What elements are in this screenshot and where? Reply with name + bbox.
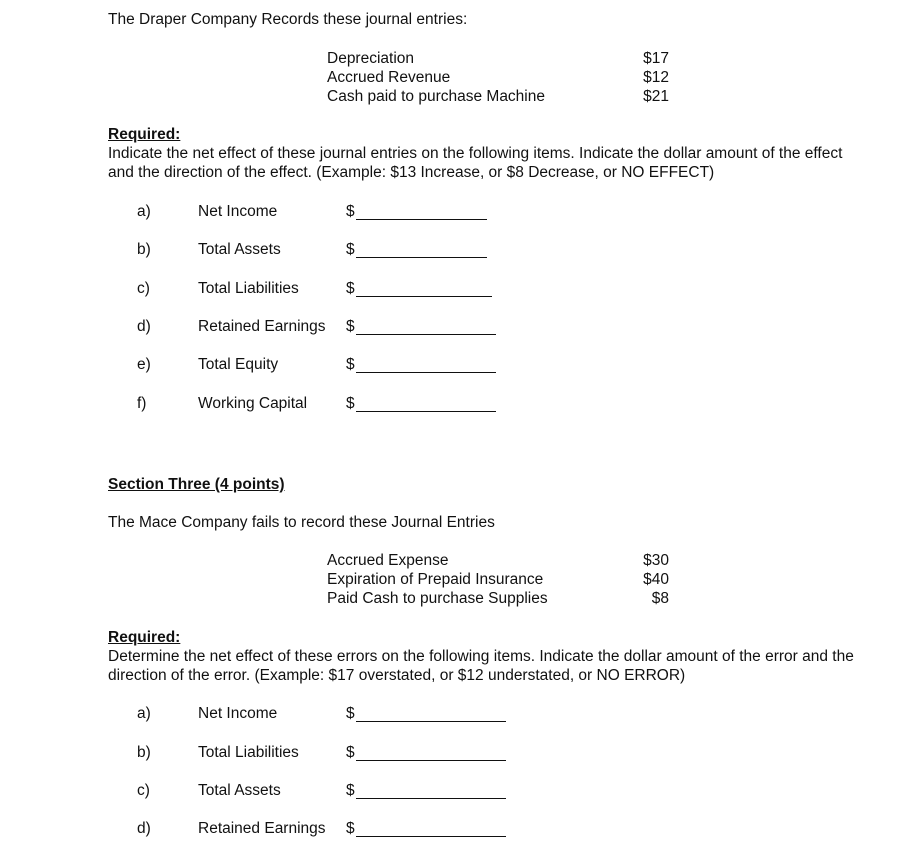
item-letter: b) <box>137 241 151 258</box>
entry-amount: $21 <box>643 88 669 105</box>
dollar-sign: $ <box>346 241 355 258</box>
dollar-sign: $ <box>346 203 355 220</box>
required-heading: Required: <box>108 629 181 646</box>
dollar-sign: $ <box>346 356 355 373</box>
item-letter: d) <box>137 820 151 837</box>
entry-amount: $17 <box>643 50 669 67</box>
required-instructions: Indicate the net effect of these journal entries on the following items. Indicate the dollar amount of the effect and the direction of the effect. (Example: $13 Increase, or $8 Decrease, or NO EFFECT) <box>108 145 843 181</box>
entry-label: Paid Cash to purchase Supplies <box>327 590 548 607</box>
item-letter: d) <box>137 318 151 335</box>
item-label: Net Income <box>198 203 278 220</box>
answer-blank[interactable] <box>346 819 506 838</box>
answer-blank[interactable] <box>346 394 496 413</box>
entry-label: Accrued Revenue <box>327 69 451 86</box>
entry-amount: $30 <box>643 552 669 569</box>
item-label: Total Assets <box>198 241 281 258</box>
dollar-sign: $ <box>346 744 355 761</box>
required-heading: Required: <box>108 126 181 143</box>
item-letter: a) <box>137 203 151 220</box>
item-label: Total Liabilities <box>198 280 299 297</box>
item-letter: c) <box>137 782 150 799</box>
entry-label: Cash paid to purchase Machine <box>327 88 545 105</box>
answer-blank[interactable] <box>346 781 506 800</box>
item-label: Retained Earnings <box>198 318 326 335</box>
item-letter: a) <box>137 705 151 722</box>
item-letter: b) <box>137 744 151 761</box>
entry-label: Expiration of Prepaid Insurance <box>327 571 544 588</box>
dollar-sign: $ <box>346 318 355 335</box>
item-label: Total Equity <box>198 356 279 373</box>
item-letter: e) <box>137 356 151 373</box>
answer-blank[interactable] <box>346 743 506 762</box>
item-letter: c) <box>137 280 150 297</box>
item-label: Net Income <box>198 705 278 722</box>
entry-label: Accrued Expense <box>327 552 449 569</box>
item-label: Total Liabilities <box>198 744 299 761</box>
dollar-sign: $ <box>346 280 355 297</box>
section-title: Section Three (4 points) <box>108 476 285 493</box>
answer-blank[interactable] <box>346 240 487 259</box>
item-letter: f) <box>137 395 147 412</box>
answer-blank[interactable] <box>346 704 506 723</box>
mace-intro: The Mace Company fails to record these Journal Entries <box>108 514 495 531</box>
dollar-sign: $ <box>346 395 355 412</box>
dollar-sign: $ <box>346 782 355 799</box>
answer-blank[interactable] <box>346 317 496 336</box>
answer-blank[interactable] <box>346 355 496 374</box>
answer-blank[interactable] <box>346 202 487 221</box>
draper-intro: The Draper Company Records these journal entries: <box>108 11 468 28</box>
dollar-sign: $ <box>346 820 355 837</box>
dollar-sign: $ <box>346 705 355 722</box>
entry-amount: $12 <box>643 69 669 86</box>
entry-amount: $40 <box>643 571 669 588</box>
item-label: Total Assets <box>198 782 281 799</box>
entry-label: Depreciation <box>327 50 415 67</box>
entry-amount: $8 <box>651 590 669 607</box>
answer-blank[interactable] <box>346 279 492 298</box>
item-label: Working Capital <box>198 395 308 412</box>
required-instructions: Determine the net effect of these errors on the following items. Indicate the dollar amount of the error and the direction of the error. (Example: $17 overstated, or $12 understated, or NO ERROR) <box>108 648 854 684</box>
item-label: Retained Earnings <box>198 820 326 837</box>
